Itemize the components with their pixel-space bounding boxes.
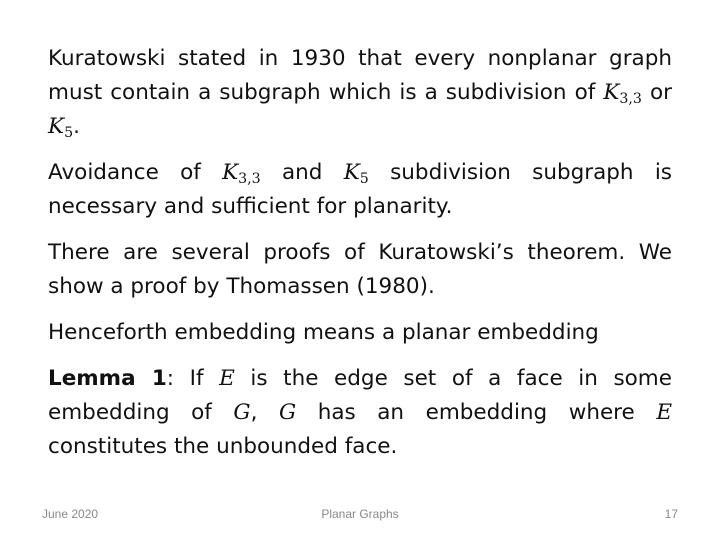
edge-set-symbol: E: [656, 400, 673, 425]
paragraph-proofs: There are several proofs of Kuratowski’s theorem. We show a proof by Thomassen (1980).: [48, 240, 672, 299]
p2-text-c: subdivision subgraph is necessary and sufficient for planarity.: [48, 160, 672, 219]
p1-text-a: Kuratowski stated in 1930 that every nonplanar graph must contain a subgraph which is a subdivision of: [48, 46, 672, 105]
footer-title: Planar Graphs: [321, 507, 399, 521]
edge-set-symbol: E: [219, 366, 235, 391]
p1-text-b: or: [641, 80, 672, 105]
slide-footer: [0, 507, 720, 525]
graph-symbol: G: [278, 400, 297, 425]
slide-body: [48, 42, 672, 476]
footer-page-number: 17: [664, 507, 678, 521]
paragraph-henceforth: Henceforth embedding means a planar embedding: [48, 320, 599, 345]
paragraph-kuratowski-statement: [48, 42, 672, 144]
k33-symbol: $K_{3,3}$: [222, 160, 261, 187]
paragraph-lemma: Lemma 1: If E is the edge set of a face in some embedding of G, G has an embedding where E constitutes the unbounded face.: [48, 366, 673, 459]
p2-text-a: Avoidance of: [48, 160, 223, 185]
paragraph-avoidance: [48, 156, 672, 224]
p1-text-c: .: [73, 114, 80, 139]
lemma-label: Lemma 1: [48, 366, 167, 391]
graph-symbol: G: [233, 400, 251, 425]
k33-symbol: $K_{3,3}$: [603, 80, 642, 107]
footer-date: June 2020: [42, 507, 99, 521]
k5-symbol: $K_5$: [343, 160, 369, 187]
p2-text-b: and: [260, 160, 344, 185]
k5-symbol: $K_5$: [48, 114, 74, 141]
